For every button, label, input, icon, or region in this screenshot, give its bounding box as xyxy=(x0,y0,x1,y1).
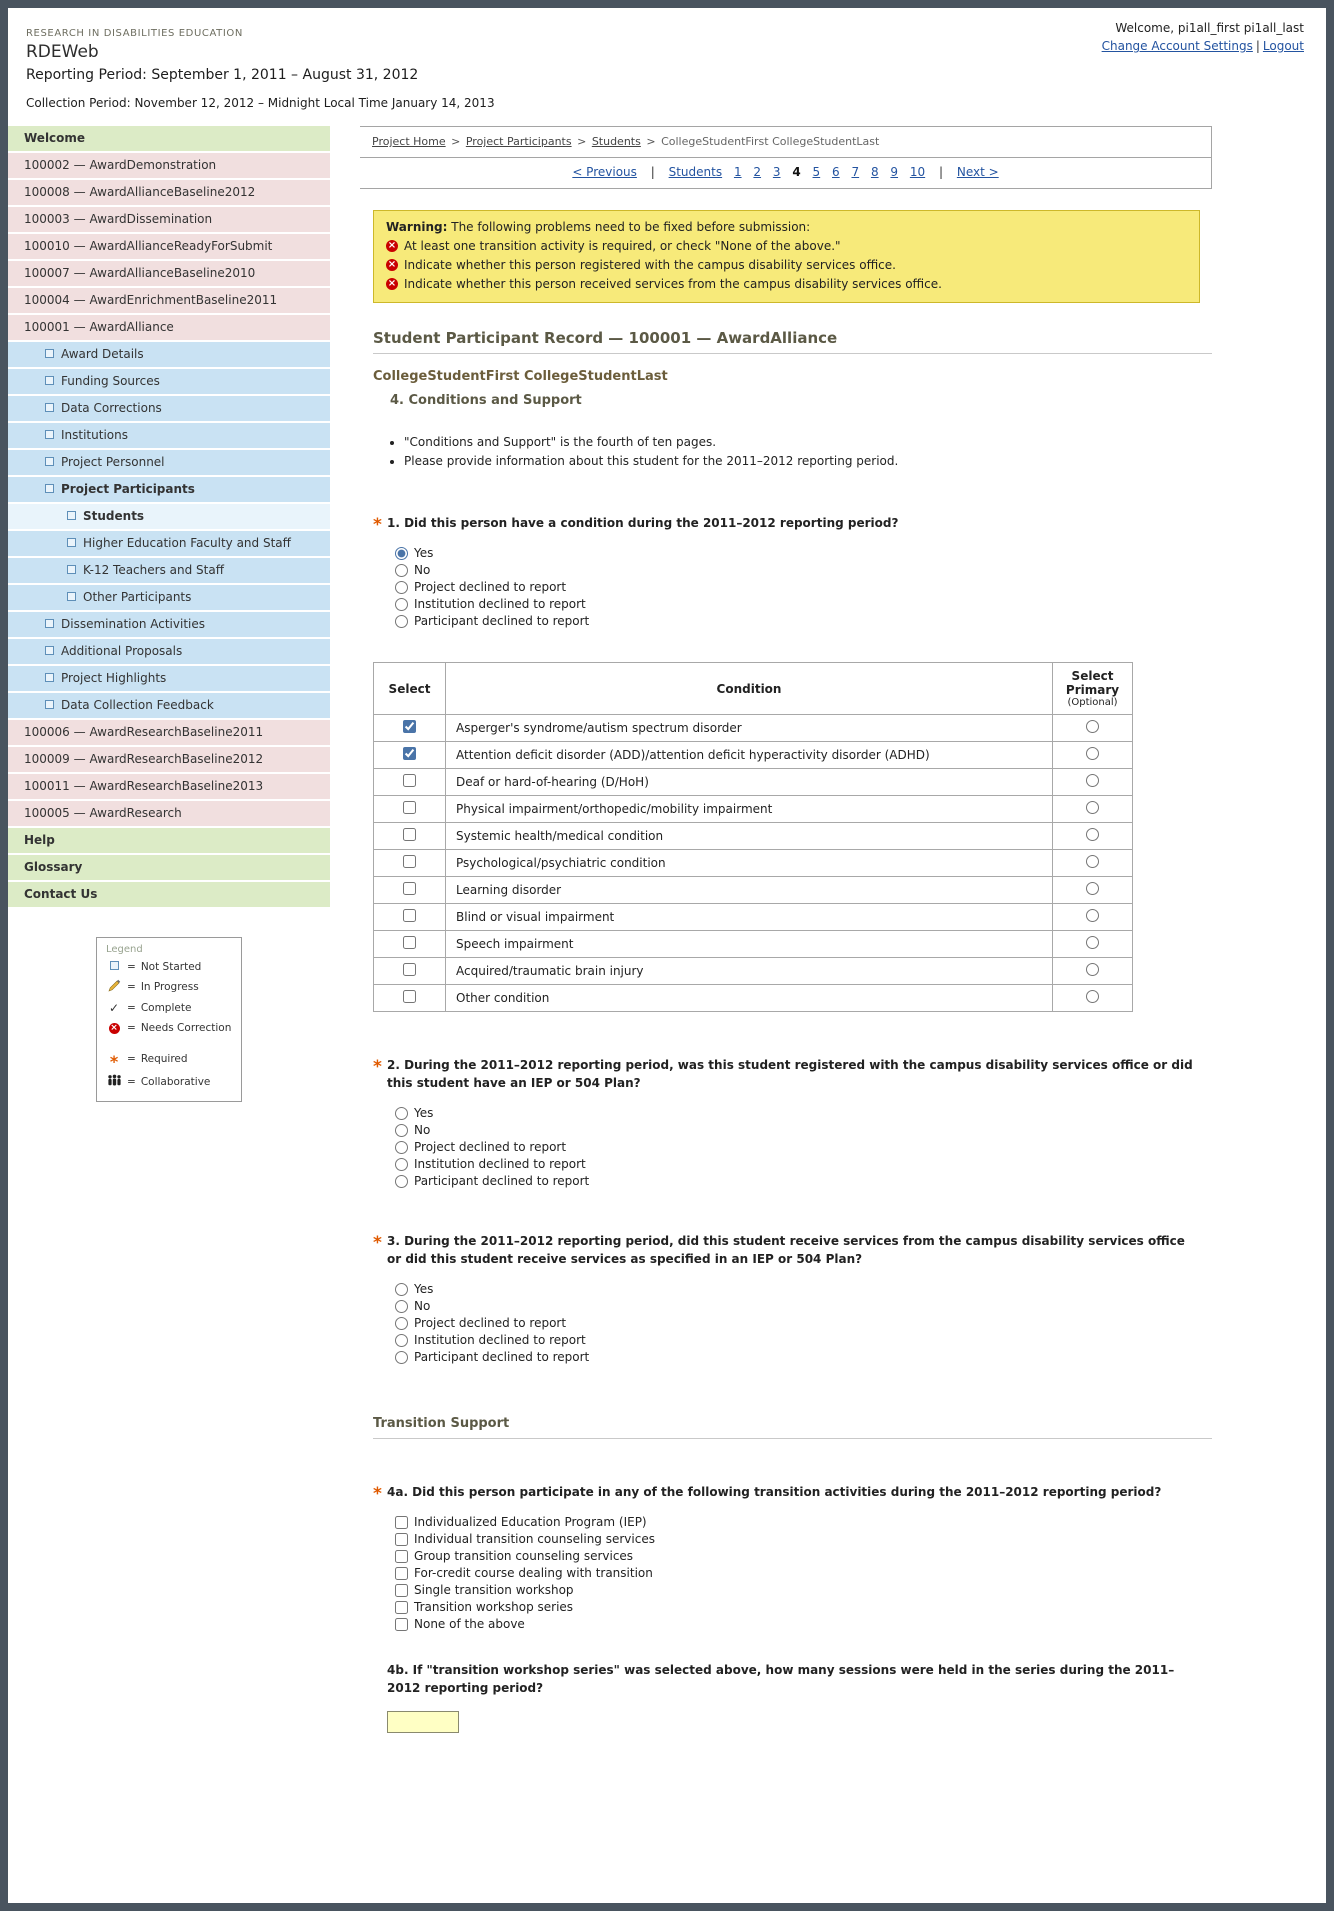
option-label: Institution declined to report xyxy=(414,1333,586,1348)
sidebar-item-label: 100011 — AwardResearchBaseline2013 xyxy=(24,779,264,793)
q1-no-radio[interactable] xyxy=(395,564,408,577)
question-1-options xyxy=(395,546,1200,628)
legend-label: Needs Correction xyxy=(140,1021,232,1034)
legend-equals: = xyxy=(127,961,136,973)
option-label: Institution declined to report xyxy=(414,1157,586,1172)
page-link-9[interactable]: 9 xyxy=(890,165,899,179)
condition-label: Psychological/psychiatric condition xyxy=(456,856,666,871)
sidebar-item-label: Project Personnel xyxy=(61,455,165,469)
breadcrumb-project-participants[interactable]: Project Participants xyxy=(465,135,572,148)
option-label: None of the above xyxy=(414,1617,525,1632)
condition-checkbox[interactable] xyxy=(403,747,416,760)
breadcrumb-students[interactable]: Students xyxy=(591,135,641,148)
sidebar-item-label: Data Corrections xyxy=(61,401,162,415)
option-label: Project declined to report xyxy=(414,1140,567,1155)
condition-row xyxy=(374,715,1133,742)
sidebar-item-welcome[interactable] xyxy=(8,126,330,151)
question-4b-text: 4b. If "transition workshop series" was selected above, how many sessions were held in the series during the 2011–2012 reporting period? xyxy=(387,1663,1175,1696)
legend-label: Not Started xyxy=(140,961,202,973)
condition-row xyxy=(374,823,1133,850)
option-label: No xyxy=(414,1299,431,1314)
condition-checkbox[interactable] xyxy=(403,990,416,1003)
group-counseling-checkbox[interactable] xyxy=(395,1550,408,1563)
error-icon xyxy=(386,278,398,290)
sidebar-item-project-highlights[interactable] xyxy=(8,666,330,691)
primary-condition-radio[interactable] xyxy=(1086,909,1099,922)
question-3-text: 3. During the 2011–2012 reporting period, did this student receive services from the campus disability services office or did this student receive services as specified in an IEP or 504 Plan? xyxy=(387,1234,1185,1267)
q3-option-participant-declined[interactable] xyxy=(395,1350,1200,1364)
student-name: CollegeStudentFirst CollegeStudentLast xyxy=(373,369,668,384)
q1-participant-declined-radio[interactable] xyxy=(395,615,408,628)
primary-condition-radio[interactable] xyxy=(1086,990,1099,1003)
q3-option-institution-declined[interactable] xyxy=(395,1333,1200,1347)
not-started-icon xyxy=(45,430,54,439)
warning-box xyxy=(373,210,1200,303)
note-item: • Please provide information about this student for the 2011–2012 reporting period. xyxy=(404,452,1200,471)
warning-text: At least one transition activity is required, or check "None of the above." xyxy=(404,239,841,253)
sidebar-item-data-corrections[interactable] xyxy=(8,396,330,421)
page-link-1[interactable]: 1 xyxy=(733,165,742,179)
option-label: Individual transition counseling services xyxy=(414,1532,655,1547)
page-link-3[interactable]: 3 xyxy=(772,165,781,179)
required-icon xyxy=(373,1232,387,1268)
not-started-icon xyxy=(67,538,76,547)
sidebar-item-award-details[interactable] xyxy=(8,342,330,367)
reporting-period: Reporting Period: September 1, 2011 – August 31, 2012 xyxy=(26,67,419,83)
q2-option-yes[interactable] xyxy=(395,1106,1200,1120)
q3-option-no[interactable] xyxy=(395,1299,1200,1313)
sidebar-item-label: 100004 — AwardEnrichmentBaseline2011 xyxy=(24,293,278,307)
sidebar-item-label: Dissemination Activities xyxy=(61,617,205,631)
condition-checkbox[interactable] xyxy=(403,828,416,841)
error-icon xyxy=(386,240,398,252)
sidebar-item-award-100001[interactable] xyxy=(8,315,330,340)
org-name: RESEARCH IN DISABILITIES EDUCATION xyxy=(26,28,243,39)
pagination xyxy=(360,158,1211,189)
sidebar-item-label: Students xyxy=(83,509,145,523)
q1-yes-radio[interactable] xyxy=(395,547,408,560)
sidebar-item-label: Help xyxy=(24,833,55,847)
q2-option-institution-declined[interactable] xyxy=(395,1157,1200,1171)
sidebar-item-glossary[interactable] xyxy=(8,855,330,880)
col-header-condition: Condition xyxy=(446,663,1053,715)
question-3 xyxy=(373,1232,1200,1268)
not-started-icon xyxy=(67,592,76,601)
not-started-icon xyxy=(45,349,54,358)
option-label: Yes xyxy=(414,1106,434,1121)
sidebar-item-label: 100003 — AwardDissemination xyxy=(24,212,213,226)
q1-project-declined-radio[interactable] xyxy=(395,581,408,594)
option-label: Yes xyxy=(414,1282,434,1297)
sidebar-item-label: 100005 — AwardResearch xyxy=(24,806,182,820)
condition-label: Other condition xyxy=(456,991,550,1006)
sidebar-item-higher-education-faculty-and-staff[interactable] xyxy=(8,531,330,556)
next-link[interactable]: Next > xyxy=(956,165,999,179)
q1-institution-declined-radio[interactable] xyxy=(395,598,408,611)
question-2 xyxy=(373,1056,1200,1092)
condition-checkbox[interactable] xyxy=(403,882,416,895)
sidebar-item-label: 100001 — AwardAlliance xyxy=(24,320,174,334)
condition-checkbox[interactable] xyxy=(403,774,416,787)
option-label: Yes xyxy=(414,546,434,561)
question-1-text: 1. Did this person have a condition during the 2011–2012 reporting period? xyxy=(387,516,899,531)
sidebar-item-label: K-12 Teachers and Staff xyxy=(83,563,224,577)
q3-institution-declined-radio[interactable] xyxy=(395,1334,408,1347)
q3-option-yes[interactable] xyxy=(395,1282,1200,1296)
sidebar-item-label: 100007 — AwardAllianceBaseline2010 xyxy=(24,266,256,280)
q2-project-declined-radio[interactable] xyxy=(395,1141,408,1154)
sidebar-item-dissemination-activities[interactable] xyxy=(8,612,330,637)
warning-text: Indicate whether this person registered with the campus disability services office. xyxy=(404,258,896,272)
legend-label: In Progress xyxy=(140,981,199,993)
condition-row xyxy=(374,958,1133,985)
sidebar-item-label: Project Highlights xyxy=(61,671,167,685)
legend-item xyxy=(106,1021,232,1034)
content-top xyxy=(360,126,1212,189)
link-separator: | xyxy=(1255,39,1260,53)
sidebar-item-award-100002[interactable] xyxy=(8,153,330,178)
sidebar-item-award-100005[interactable] xyxy=(8,801,330,826)
warning-header xyxy=(386,220,1187,234)
not-started-icon xyxy=(67,565,76,574)
q2-option-participant-declined[interactable] xyxy=(395,1174,1200,1188)
not-started-icon xyxy=(45,700,54,709)
sidebar-item-label: Other Participants xyxy=(83,590,192,604)
warning-item xyxy=(386,258,1187,272)
q1-option-no[interactable] xyxy=(395,563,1200,577)
sidebar-item-label: Glossary xyxy=(24,860,83,874)
record-title: Student Participant Record — 100001 — AwardAlliance xyxy=(373,329,1212,354)
condition-checkbox[interactable] xyxy=(403,963,416,976)
page-link-8[interactable]: 8 xyxy=(870,165,879,179)
legend-item xyxy=(106,1001,232,1015)
primary-condition-radio[interactable] xyxy=(1086,936,1099,949)
condition-row xyxy=(374,796,1133,823)
condition-label: Asperger's syndrome/autism spectrum disorder xyxy=(456,721,742,736)
content-body xyxy=(360,210,1212,1903)
q3-no-radio[interactable] xyxy=(395,1300,408,1313)
sidebar-item-award-100009[interactable] xyxy=(8,747,330,772)
condition-row xyxy=(374,742,1133,769)
single-workshop-checkbox[interactable] xyxy=(395,1584,408,1597)
q2-option-project-declined[interactable] xyxy=(395,1140,1200,1154)
col-header-select-primary xyxy=(1053,663,1133,715)
legend-label: Complete xyxy=(140,1002,192,1014)
condition-checkbox[interactable] xyxy=(403,720,416,733)
condition-row xyxy=(374,931,1133,958)
question-4a xyxy=(373,1483,1200,1501)
sidebar-item-label: Award Details xyxy=(61,347,144,361)
user-info xyxy=(1102,21,1304,53)
legend-equals: = xyxy=(127,1075,136,1088)
q3-participant-declined-radio[interactable] xyxy=(395,1351,408,1364)
not-started-icon xyxy=(67,511,76,520)
complete-icon xyxy=(106,1001,122,1015)
iep-checkbox[interactable] xyxy=(395,1516,408,1529)
legend-label: Collaborative xyxy=(140,1075,211,1088)
primary-condition-radio[interactable] xyxy=(1086,963,1099,976)
q1-option-participant-declined[interactable] xyxy=(395,614,1200,628)
condition-row xyxy=(374,877,1133,904)
page-link-6[interactable]: 6 xyxy=(832,165,840,179)
sidebar-item-data-collection-feedback[interactable] xyxy=(8,693,330,718)
legend-equals: = xyxy=(127,1052,136,1065)
question-4a-text: 4a. Did this person participate in any of the following transition activities during the 2011–2012 reporting period? xyxy=(387,1485,1162,1500)
condition-checkbox[interactable] xyxy=(403,909,416,922)
page-header xyxy=(8,8,1326,126)
logout-link[interactable]: Logout xyxy=(1262,39,1304,53)
option-label: Participant declined to report xyxy=(414,1174,590,1189)
conditions-table xyxy=(373,662,1133,1012)
breadcrumb xyxy=(360,126,1211,158)
primary-condition-radio[interactable] xyxy=(1086,855,1099,868)
condition-label: Deaf or hard-of-hearing (D/HoH) xyxy=(456,775,649,790)
q4a-option-workshop-series[interactable] xyxy=(395,1600,1200,1614)
sidebar-item-k12-teachers-and-staff[interactable] xyxy=(8,558,330,583)
sidebar-item-contact-us[interactable] xyxy=(8,882,330,907)
sidebar-item-other-participants[interactable] xyxy=(8,585,330,610)
sidebar-item-label: Additional Proposals xyxy=(61,644,183,658)
sidebar-item-award-100008[interactable] xyxy=(8,180,330,205)
question-4a-options xyxy=(395,1515,1200,1631)
q3-yes-radio[interactable] xyxy=(395,1283,408,1296)
sidebar-item-label: 100002 — AwardDemonstration xyxy=(24,158,217,172)
option-label: Transition workshop series xyxy=(414,1600,574,1615)
change-account-settings-link[interactable]: Change Account Settings xyxy=(1101,39,1253,53)
required-icon xyxy=(373,1056,387,1092)
sidebar-item-institutions[interactable] xyxy=(8,423,330,448)
section-heading: 4. Conditions and Support xyxy=(390,393,582,408)
required-icon xyxy=(373,1483,387,1501)
sessions-count-input[interactable] xyxy=(387,1711,459,1733)
col-header-primary-label: Select Primary xyxy=(1065,669,1120,698)
not-started-icon xyxy=(45,457,54,466)
sidebar-item-funding-sources[interactable] xyxy=(8,369,330,394)
page-link-2[interactable]: 2 xyxy=(753,165,762,179)
condition-row xyxy=(374,985,1133,1012)
error-icon xyxy=(386,259,398,271)
condition-checkbox[interactable] xyxy=(403,936,416,949)
condition-label: Acquired/traumatic brain injury xyxy=(456,964,644,979)
condition-row xyxy=(374,904,1133,931)
q1-option-project-declined[interactable] xyxy=(395,580,1200,594)
condition-label: Speech impairment xyxy=(456,937,574,952)
conditions-header-row xyxy=(374,663,1133,715)
option-label: Group transition counseling services xyxy=(414,1549,634,1564)
not-started-icon xyxy=(45,673,54,682)
sidebar-item-award-100006[interactable] xyxy=(8,720,330,745)
q4a-option-for-credit-course[interactable] xyxy=(395,1566,1200,1580)
page xyxy=(8,8,1326,1903)
option-label: Project declined to report xyxy=(414,580,567,595)
col-header-select: Select xyxy=(374,663,446,715)
option-label: Single transition workshop xyxy=(414,1583,574,1598)
condition-label: Learning disorder xyxy=(456,883,562,898)
legend-item xyxy=(106,1049,232,1068)
sidebar-item-label: Project Participants xyxy=(61,482,195,496)
students-link[interactable]: Students xyxy=(668,165,723,179)
sidebar-item-label: Contact Us xyxy=(24,887,98,901)
legend-equals: = xyxy=(127,1002,136,1014)
sidebar xyxy=(8,126,330,1162)
option-label: No xyxy=(414,563,431,578)
condition-label: Physical impairment/orthopedic/mobility impairment xyxy=(456,802,773,817)
breadcrumb-project-home[interactable]: Project Home xyxy=(372,135,446,148)
q2-no-radio[interactable] xyxy=(395,1124,408,1137)
q3-project-declined-radio[interactable] xyxy=(395,1317,408,1330)
transition-support-heading: Transition Support xyxy=(373,1416,1212,1439)
none-of-the-above-checkbox[interactable] xyxy=(395,1618,408,1631)
question-2-text: 2. During the 2011–2012 reporting period, was this student registered with the campus disability services office or did this student have an IEP or 504 Plan? xyxy=(387,1058,1193,1091)
not-started-icon xyxy=(45,376,54,385)
warning-item xyxy=(386,277,1187,291)
sidebar-item-help[interactable] xyxy=(8,828,330,853)
question-1 xyxy=(373,514,1200,532)
in-progress-icon xyxy=(106,979,122,995)
warning-title: Warning: xyxy=(386,220,448,234)
q4a-option-single-workshop[interactable] xyxy=(395,1583,1200,1597)
note-item: • "Conditions and Support" is the fourth of ten pages. xyxy=(404,433,1200,452)
sidebar-item-award-100011[interactable] xyxy=(8,774,330,799)
breadcrumb-current: CollegeStudentFirst CollegeStudentLast xyxy=(661,135,880,148)
q4a-option-iep[interactable] xyxy=(395,1515,1200,1529)
workshop-series-checkbox[interactable] xyxy=(395,1601,408,1614)
option-label: Participant declined to report xyxy=(414,1350,590,1365)
primary-condition-radio[interactable] xyxy=(1086,828,1099,841)
current-page: 4 xyxy=(792,165,801,179)
q3-option-project-declined[interactable] xyxy=(395,1316,1200,1330)
condition-label: Attention deficit disorder (ADD)/attention deficit hyperactivity disorder (ADHD) xyxy=(456,748,930,763)
primary-condition-radio[interactable] xyxy=(1086,720,1099,733)
option-label: No xyxy=(414,1123,431,1138)
pagination-separator: | xyxy=(938,165,944,179)
q4a-option-group-counseling[interactable] xyxy=(395,1549,1200,1563)
not-started-icon xyxy=(45,484,54,493)
sidebar-item-students[interactable] xyxy=(8,504,330,529)
condition-checkbox[interactable] xyxy=(403,855,416,868)
legend-label: Required xyxy=(140,1052,188,1065)
q2-institution-declined-radio[interactable] xyxy=(395,1158,408,1171)
not-started-icon xyxy=(45,403,54,412)
not-started-icon xyxy=(110,961,119,970)
legend-title: Legend xyxy=(106,944,143,955)
question-2-options xyxy=(395,1106,1200,1188)
primary-condition-radio[interactable] xyxy=(1086,801,1099,814)
sidebar-item-award-100004[interactable] xyxy=(8,288,330,313)
legend xyxy=(96,937,242,1102)
legend-equals: = xyxy=(127,1021,136,1034)
for-credit-course-checkbox[interactable] xyxy=(395,1567,408,1580)
legend-item xyxy=(106,1074,232,1089)
legend-equals: = xyxy=(127,981,136,993)
sidebar-item-label: Funding Sources xyxy=(61,374,160,388)
not-started-icon xyxy=(45,646,54,655)
not-started-icon xyxy=(45,619,54,628)
breadcrumb-separator: > xyxy=(577,135,587,148)
q2-option-no[interactable] xyxy=(395,1123,1200,1137)
sidebar-item-project-participants[interactable] xyxy=(8,477,330,502)
sidebar-item-label: 100009 — AwardResearchBaseline2012 xyxy=(24,752,264,766)
condition-row xyxy=(374,769,1133,796)
sidebar-item-label: Institutions xyxy=(61,428,128,442)
collection-period: Collection Period: November 12, 2012 – Midnight Local Time January 14, 2013 xyxy=(26,96,495,110)
page-notes xyxy=(404,433,1200,470)
needs-correction-icon xyxy=(109,1023,120,1034)
page-link-7[interactable]: 7 xyxy=(851,165,860,179)
warning-text: Indicate whether this person received services from the campus disability services office. xyxy=(404,277,942,291)
q4a-option-none[interactable] xyxy=(395,1617,1200,1631)
sidebar-item-label: 100006 — AwardResearchBaseline2011 xyxy=(24,725,264,739)
option-label: Project declined to report xyxy=(414,1316,567,1331)
individual-counseling-checkbox[interactable] xyxy=(395,1533,408,1546)
warning-intro: The following problems need to be fixed before submission: xyxy=(451,220,811,234)
primary-condition-radio[interactable] xyxy=(1086,774,1099,787)
q2-participant-declined-radio[interactable] xyxy=(395,1175,408,1188)
page-link-10[interactable]: 10 xyxy=(909,165,926,179)
condition-row xyxy=(374,850,1133,877)
sidebar-item-project-personnel[interactable] xyxy=(8,450,330,475)
question-3-options xyxy=(395,1282,1200,1364)
main-content xyxy=(360,126,1212,1903)
sidebar-item-award-100003[interactable] xyxy=(8,207,330,232)
breadcrumb-separator: > xyxy=(451,135,461,148)
account-links xyxy=(1102,39,1304,53)
option-label: For-credit course dealing with transition xyxy=(414,1566,653,1581)
required-icon xyxy=(373,514,387,532)
sidebar-item-label: 100008 — AwardAllianceBaseline2012 xyxy=(24,185,256,199)
sidebar-item-award-100007[interactable] xyxy=(8,261,330,286)
legend-item xyxy=(106,979,232,995)
primary-condition-radio[interactable] xyxy=(1086,882,1099,895)
collaborative-icon xyxy=(106,1074,122,1089)
option-label: Individualized Education Program (IEP) xyxy=(414,1515,647,1530)
condition-label: Blind or visual impairment xyxy=(456,910,615,925)
option-label: Institution declined to report xyxy=(414,597,586,612)
option-label: Participant declined to report xyxy=(414,614,590,629)
q2-yes-radio[interactable] xyxy=(395,1107,408,1120)
sidebar-item-label: Data Collection Feedback xyxy=(61,698,214,712)
legend-item xyxy=(106,961,232,973)
sidebar-item-label: Higher Education Faculty and Staff xyxy=(83,536,291,550)
page-link-5[interactable]: 5 xyxy=(812,165,821,179)
q1-option-institution-declined[interactable] xyxy=(395,597,1200,611)
sidebar-item-label: Welcome xyxy=(24,131,86,145)
condition-checkbox[interactable] xyxy=(403,801,416,814)
col-header-optional-label: (Optional) xyxy=(1067,697,1118,709)
pagination-separator: | xyxy=(650,165,655,179)
q4a-option-individual-counseling[interactable] xyxy=(395,1532,1200,1546)
condition-label: Systemic health/medical condition xyxy=(456,829,664,844)
required-icon xyxy=(106,1049,122,1068)
sidebar-item-label: 100010 — AwardAllianceReadyForSubmit xyxy=(24,239,273,253)
welcome-user: Welcome, pi1all_first pi1all_last xyxy=(1115,21,1304,35)
q1-option-yes[interactable] xyxy=(395,546,1200,560)
app-title: RDEWeb xyxy=(26,42,99,62)
sidebar-item-award-100010[interactable] xyxy=(8,234,330,259)
warning-item xyxy=(386,239,1187,253)
breadcrumb-separator: > xyxy=(646,135,656,148)
primary-condition-radio[interactable] xyxy=(1086,747,1099,760)
sidebar-item-additional-proposals[interactable] xyxy=(8,639,330,664)
previous-link[interactable]: < Previous xyxy=(572,165,637,179)
